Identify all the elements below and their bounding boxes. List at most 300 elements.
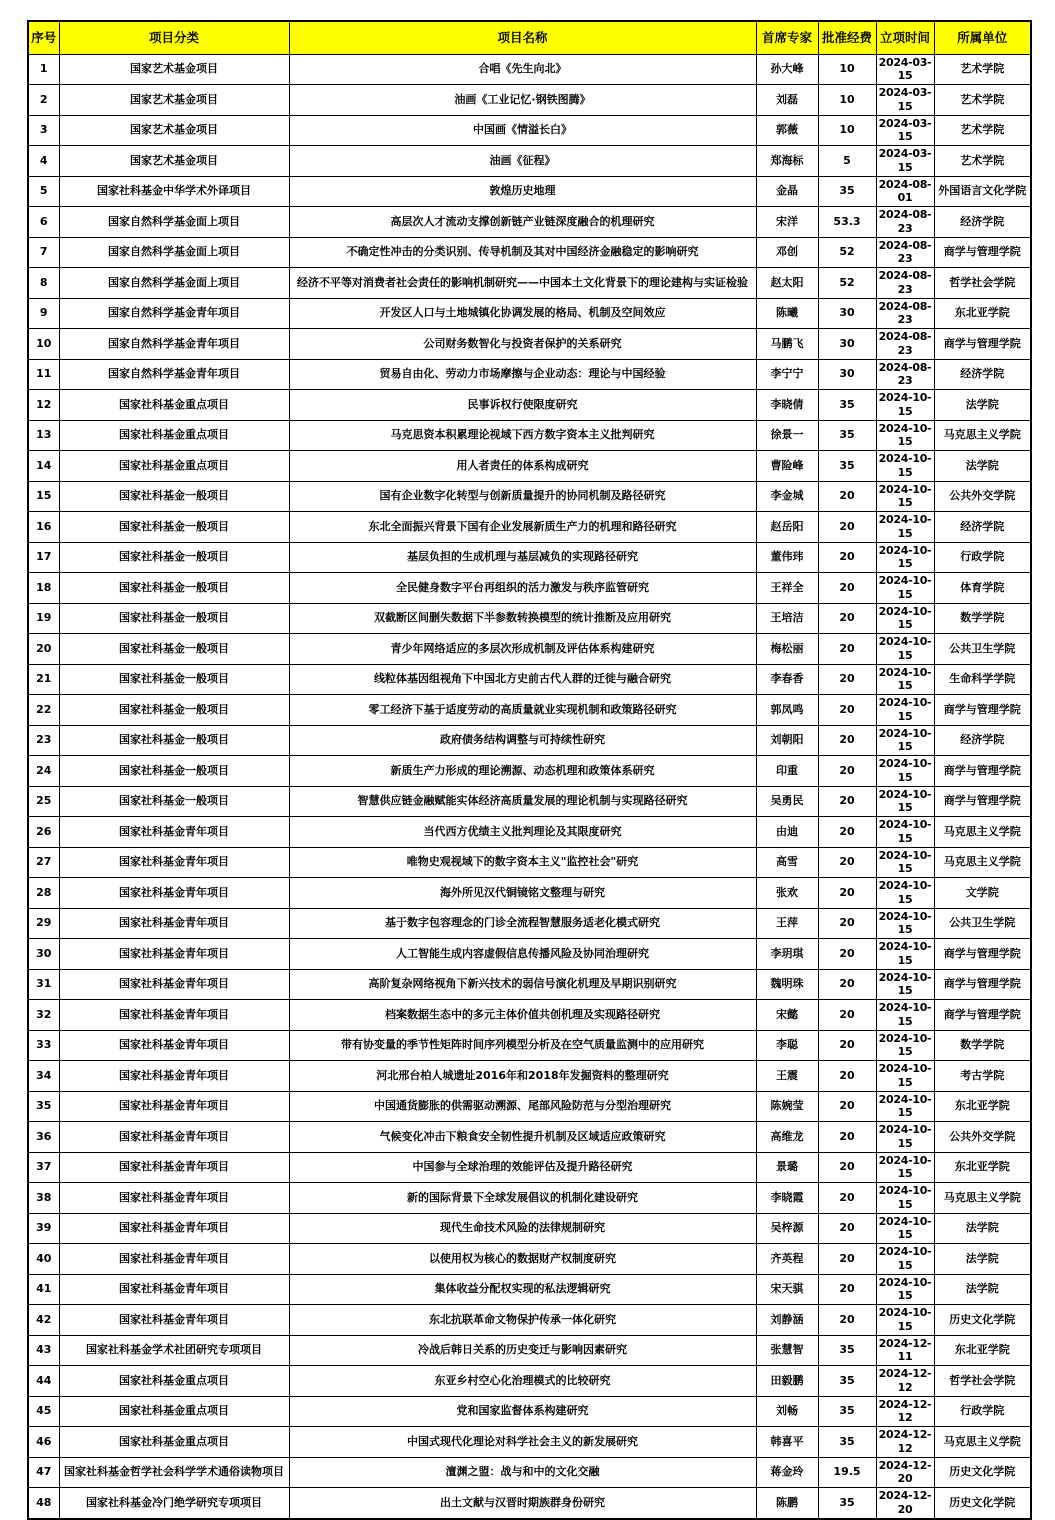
cell-index: 4 (28, 146, 59, 177)
cell-funding: 20 (818, 1000, 876, 1031)
cell-index: 42 (28, 1305, 59, 1336)
cell-category: 国家社科基金一般项目 (59, 542, 289, 573)
table-row (28, 1122, 1031, 1153)
cell-funding: 30 (818, 359, 876, 390)
table-row (28, 695, 1031, 726)
cell-date: 2024-12-12 (876, 1427, 934, 1458)
cell-name: 青少年网络适应的多层次形成机制及评估体系构建研究 (289, 634, 756, 665)
cell-date: 2024-08-23 (876, 298, 934, 329)
cell-expert: 邓创 (756, 237, 818, 268)
cell-unit: 生命科学学院 (934, 664, 1031, 695)
cell-unit: 马克思主义学院 (934, 420, 1031, 451)
table-row (28, 908, 1031, 939)
cell-funding: 20 (818, 786, 876, 817)
cell-unit: 法学院 (934, 451, 1031, 482)
column-header-date: 立项时间 (876, 21, 934, 54)
cell-unit: 法学院 (934, 1274, 1031, 1305)
cell-name: 政府债务结构调整与可持续性研究 (289, 725, 756, 756)
cell-category: 国家社科基金青年项目 (59, 1274, 289, 1305)
cell-expert: 田毅鹏 (756, 1366, 818, 1397)
cell-funding: 20 (818, 817, 876, 848)
cell-index: 13 (28, 420, 59, 451)
table-row (28, 1274, 1031, 1305)
cell-unit: 体育学院 (934, 573, 1031, 604)
cell-date: 2024-10-15 (876, 1122, 934, 1153)
cell-expert: 李玥琪 (756, 939, 818, 970)
cell-index: 28 (28, 878, 59, 909)
cell-index: 46 (28, 1427, 59, 1458)
table-row (28, 847, 1031, 878)
cell-date: 2024-08-01 (876, 176, 934, 207)
cell-index: 11 (28, 359, 59, 390)
cell-funding: 20 (818, 1274, 876, 1305)
cell-date: 2024-10-15 (876, 1244, 934, 1275)
cell-unit: 商学与管理学院 (934, 786, 1031, 817)
cell-funding: 35 (818, 176, 876, 207)
cell-category: 国家社科基金学术社团研究专项项目 (59, 1335, 289, 1366)
cell-funding: 5 (818, 146, 876, 177)
cell-index: 10 (28, 329, 59, 360)
cell-unit: 外国语言文化学院 (934, 176, 1031, 207)
cell-index: 33 (28, 1030, 59, 1061)
cell-date: 2024-10-15 (876, 1061, 934, 1092)
cell-name: 中国式现代化理论对科学社会主义的新发展研究 (289, 1427, 756, 1458)
cell-date: 2024-10-15 (876, 481, 934, 512)
cell-category: 国家社科基金青年项目 (59, 939, 289, 970)
cell-index: 5 (28, 176, 59, 207)
cell-index: 47 (28, 1457, 59, 1488)
cell-date: 2024-10-15 (876, 542, 934, 573)
cell-funding: 53.3 (818, 207, 876, 238)
cell-expert: 李聪 (756, 1030, 818, 1061)
cell-funding: 35 (818, 1427, 876, 1458)
cell-index: 17 (28, 542, 59, 573)
cell-date: 2024-10-15 (876, 664, 934, 695)
table-row (28, 1244, 1031, 1275)
cell-expert: 曹险峰 (756, 451, 818, 482)
table-row (28, 115, 1031, 146)
cell-expert: 王震 (756, 1061, 818, 1092)
cell-expert: 刘朝阳 (756, 725, 818, 756)
cell-funding: 20 (818, 634, 876, 665)
cell-unit: 经济学院 (934, 512, 1031, 543)
cell-expert: 金晶 (756, 176, 818, 207)
column-header-funding: 批准经费 (818, 21, 876, 54)
cell-date: 2024-12-12 (876, 1366, 934, 1397)
table-row (28, 1427, 1031, 1458)
cell-unit: 考古学院 (934, 1061, 1031, 1092)
table-row (28, 176, 1031, 207)
cell-name: 冷战后韩日关系的历史变迁与影响因素研究 (289, 1335, 756, 1366)
cell-expert: 景璐 (756, 1152, 818, 1183)
cell-name: 集体收益分配权实现的私法逻辑研究 (289, 1274, 756, 1305)
cell-expert: 李金城 (756, 481, 818, 512)
table-row (28, 878, 1031, 909)
cell-expert: 张慧智 (756, 1335, 818, 1366)
cell-expert: 魏明珠 (756, 969, 818, 1000)
cell-name: 当代西方优绩主义批判理论及其限度研究 (289, 817, 756, 848)
cell-funding: 20 (818, 847, 876, 878)
column-header-unit: 所属单位 (934, 21, 1031, 54)
cell-index: 26 (28, 817, 59, 848)
cell-unit: 公共卫生学院 (934, 908, 1031, 939)
cell-category: 国家艺术基金项目 (59, 115, 289, 146)
cell-unit: 商学与管理学院 (934, 695, 1031, 726)
cell-funding: 20 (818, 573, 876, 604)
cell-funding: 20 (818, 878, 876, 909)
cell-name: 贸易自由化、劳动力市场摩擦与企业动态：理论与中国经验 (289, 359, 756, 390)
cell-category: 国家社科基金青年项目 (59, 1091, 289, 1122)
cell-category: 国家自然科学基金青年项目 (59, 359, 289, 390)
cell-category: 国家社科基金重点项目 (59, 1427, 289, 1458)
cell-date: 2024-10-15 (876, 1000, 934, 1031)
cell-date: 2024-10-15 (876, 512, 934, 543)
cell-expert: 由迪 (756, 817, 818, 848)
cell-unit: 艺术学院 (934, 115, 1031, 146)
table-row (28, 725, 1031, 756)
table-header (28, 21, 1031, 54)
cell-category: 国家社科基金青年项目 (59, 1000, 289, 1031)
cell-expert: 赵太阳 (756, 268, 818, 299)
column-header-name: 项目名称 (289, 21, 756, 54)
cell-unit: 行政学院 (934, 1396, 1031, 1427)
cell-expert: 李宁宁 (756, 359, 818, 390)
cell-unit: 哲学社会学院 (934, 1366, 1031, 1397)
cell-date: 2024-10-15 (876, 695, 934, 726)
cell-category: 国家社科基金重点项目 (59, 1396, 289, 1427)
cell-expert: 李春香 (756, 664, 818, 695)
cell-funding: 19.5 (818, 1457, 876, 1488)
cell-funding: 20 (818, 725, 876, 756)
table-row (28, 481, 1031, 512)
cell-index: 8 (28, 268, 59, 299)
cell-index: 15 (28, 481, 59, 512)
cell-funding: 20 (818, 969, 876, 1000)
cell-index: 48 (28, 1488, 59, 1519)
cell-name: 带有协变量的季节性矩阵时间序列模型分析及在空气质量监测中的应用研究 (289, 1030, 756, 1061)
cell-date: 2024-08-23 (876, 268, 934, 299)
cell-category: 国家社科基金青年项目 (59, 878, 289, 909)
cell-category: 国家社科基金青年项目 (59, 1152, 289, 1183)
cell-index: 23 (28, 725, 59, 756)
cell-funding: 20 (818, 664, 876, 695)
table-row (28, 756, 1031, 787)
table-row (28, 1183, 1031, 1214)
cell-unit: 法学院 (934, 390, 1031, 421)
cell-expert: 陈婉莹 (756, 1091, 818, 1122)
cell-category: 国家社科基金青年项目 (59, 847, 289, 878)
cell-index: 32 (28, 1000, 59, 1031)
cell-unit: 艺术学院 (934, 54, 1031, 85)
cell-date: 2024-10-15 (876, 1091, 934, 1122)
table-row (28, 969, 1031, 1000)
cell-expert: 孙大峰 (756, 54, 818, 85)
cell-category: 国家社科基金一般项目 (59, 512, 289, 543)
cell-name: 气候变化冲击下粮食安全韧性提升机制及区域适应政策研究 (289, 1122, 756, 1153)
table-row (28, 1091, 1031, 1122)
header-row (28, 21, 1031, 54)
cell-date: 2024-08-23 (876, 237, 934, 268)
cell-funding: 20 (818, 1091, 876, 1122)
cell-index: 19 (28, 603, 59, 634)
cell-index: 6 (28, 207, 59, 238)
cell-name: 澶渊之盟：战与和中的文化交融 (289, 1457, 756, 1488)
cell-expert: 刘磊 (756, 85, 818, 116)
cell-name: 新的国际背景下全球发展倡议的机制化建设研究 (289, 1183, 756, 1214)
cell-category: 国家自然科学基金青年项目 (59, 298, 289, 329)
cell-date: 2024-10-15 (876, 817, 934, 848)
cell-index: 20 (28, 634, 59, 665)
table-row (28, 1366, 1031, 1397)
table-row (28, 420, 1031, 451)
cell-funding: 20 (818, 1122, 876, 1153)
cell-category: 国家社科基金一般项目 (59, 786, 289, 817)
cell-index: 37 (28, 1152, 59, 1183)
cell-name: 东北抗联革命文物保护传承一体化研究 (289, 1305, 756, 1336)
cell-unit: 艺术学院 (934, 85, 1031, 116)
cell-name: 马克思资本积累理论视域下西方数字资本主义批判研究 (289, 420, 756, 451)
table-row (28, 1305, 1031, 1336)
cell-expert: 刘静涵 (756, 1305, 818, 1336)
cell-index: 12 (28, 390, 59, 421)
column-header-index: 序号 (28, 21, 59, 54)
cell-date: 2024-03-15 (876, 146, 934, 177)
cell-date: 2024-10-15 (876, 786, 934, 817)
cell-unit: 商学与管理学院 (934, 1000, 1031, 1031)
cell-funding: 10 (818, 115, 876, 146)
cell-index: 27 (28, 847, 59, 878)
cell-funding: 20 (818, 1152, 876, 1183)
cell-expert: 高维龙 (756, 1122, 818, 1153)
cell-index: 21 (28, 664, 59, 695)
cell-funding: 30 (818, 298, 876, 329)
cell-index: 14 (28, 451, 59, 482)
cell-category: 国家社科基金一般项目 (59, 603, 289, 634)
cell-unit: 文学院 (934, 878, 1031, 909)
cell-date: 2024-10-15 (876, 573, 934, 604)
cell-index: 9 (28, 298, 59, 329)
cell-date: 2024-08-23 (876, 359, 934, 390)
cell-date: 2024-10-15 (876, 1183, 934, 1214)
cell-date: 2024-10-15 (876, 969, 934, 1000)
cell-category: 国家社科基金青年项目 (59, 1122, 289, 1153)
cell-date: 2024-08-23 (876, 207, 934, 238)
cell-category: 国家自然科学基金面上项目 (59, 237, 289, 268)
table-row (28, 1061, 1031, 1092)
cell-funding: 20 (818, 1213, 876, 1244)
cell-expert: 印重 (756, 756, 818, 787)
table-row (28, 1457, 1031, 1488)
table-body (28, 54, 1031, 1519)
cell-expert: 齐英程 (756, 1244, 818, 1275)
cell-date: 2024-10-15 (876, 1274, 934, 1305)
cell-category: 国家社科基金一般项目 (59, 573, 289, 604)
cell-expert: 宋天骐 (756, 1274, 818, 1305)
cell-expert: 王祥全 (756, 573, 818, 604)
cell-unit: 数学学院 (934, 1030, 1031, 1061)
cell-index: 16 (28, 512, 59, 543)
cell-funding: 52 (818, 237, 876, 268)
cell-funding: 20 (818, 756, 876, 787)
cell-funding: 20 (818, 695, 876, 726)
table-row (28, 1152, 1031, 1183)
cell-category: 国家社科基金青年项目 (59, 969, 289, 1000)
cell-name: 民事诉权行使限度研究 (289, 390, 756, 421)
cell-index: 45 (28, 1396, 59, 1427)
table-row (28, 939, 1031, 970)
cell-category: 国家社科基金青年项目 (59, 817, 289, 848)
cell-name: 中国通货膨胀的供需驱动溯源、尾部风险防范与分型治理研究 (289, 1091, 756, 1122)
cell-unit: 马克思主义学院 (934, 1183, 1031, 1214)
cell-index: 29 (28, 908, 59, 939)
cell-unit: 商学与管理学院 (934, 756, 1031, 787)
cell-name: 油画《征程》 (289, 146, 756, 177)
cell-funding: 35 (818, 390, 876, 421)
cell-name: 海外所见汉代铜镜铭文整理与研究 (289, 878, 756, 909)
cell-expert: 宋洋 (756, 207, 818, 238)
cell-index: 31 (28, 969, 59, 1000)
cell-name: 敦煌历史地理 (289, 176, 756, 207)
cell-date: 2024-03-15 (876, 85, 934, 116)
cell-date: 2024-10-15 (876, 451, 934, 482)
cell-index: 18 (28, 573, 59, 604)
cell-category: 国家自然科学基金面上项目 (59, 268, 289, 299)
cell-expert: 赵岳阳 (756, 512, 818, 543)
cell-index: 41 (28, 1274, 59, 1305)
cell-category: 国家社科基金青年项目 (59, 1061, 289, 1092)
cell-unit: 马克思主义学院 (934, 847, 1031, 878)
cell-unit: 东北亚学院 (934, 1091, 1031, 1122)
table-row (28, 298, 1031, 329)
column-header-category: 项目分类 (59, 21, 289, 54)
cell-date: 2024-03-15 (876, 54, 934, 85)
cell-name: 油画《工业记忆·钢铁图腾》 (289, 85, 756, 116)
cell-expert: 董伟玮 (756, 542, 818, 573)
cell-unit: 马克思主义学院 (934, 817, 1031, 848)
cell-date: 2024-12-11 (876, 1335, 934, 1366)
cell-expert: 郭薇 (756, 115, 818, 146)
cell-date: 2024-08-23 (876, 329, 934, 360)
cell-category: 国家艺术基金项目 (59, 146, 289, 177)
cell-name: 双截断区间删失数据下半参数转换模型的统计推断及应用研究 (289, 603, 756, 634)
cell-unit: 商学与管理学院 (934, 939, 1031, 970)
cell-name: 人工智能生成内容虚假信息传播风险及协同治理研究 (289, 939, 756, 970)
cell-name: 公司财务数智化与投资者保护的关系研究 (289, 329, 756, 360)
column-header-expert: 首席专家 (756, 21, 818, 54)
cell-index: 22 (28, 695, 59, 726)
cell-index: 24 (28, 756, 59, 787)
cell-name: 唯物史观视域下的数字资本主义"监控社会"研究 (289, 847, 756, 878)
cell-date: 2024-03-15 (876, 115, 934, 146)
cell-unit: 公共外交学院 (934, 1122, 1031, 1153)
cell-date: 2024-12-20 (876, 1457, 934, 1488)
cell-funding: 20 (818, 1061, 876, 1092)
table-row (28, 1213, 1031, 1244)
cell-expert: 韩喜平 (756, 1427, 818, 1458)
cell-index: 43 (28, 1335, 59, 1366)
cell-funding: 35 (818, 1335, 876, 1366)
projects-table (27, 20, 1032, 1520)
cell-name: 全民健身数字平台再组织的活力激发与秩序监管研究 (289, 573, 756, 604)
cell-unit: 东北亚学院 (934, 298, 1031, 329)
cell-funding: 20 (818, 908, 876, 939)
cell-expert: 郑海标 (756, 146, 818, 177)
table-row (28, 1488, 1031, 1519)
cell-name: 现代生命技术风险的法律规制研究 (289, 1213, 756, 1244)
cell-name: 出土文献与汉晋时期族群身份研究 (289, 1488, 756, 1519)
table-row (28, 85, 1031, 116)
cell-funding: 10 (818, 54, 876, 85)
cell-unit: 公共外交学院 (934, 481, 1031, 512)
cell-expert: 李晓倩 (756, 390, 818, 421)
cell-unit: 马克思主义学院 (934, 1427, 1031, 1458)
cell-expert: 吴勇民 (756, 786, 818, 817)
table-row (28, 1000, 1031, 1031)
cell-name: 高阶复杂网络视角下新兴技术的弱信号演化机理及早期识别研究 (289, 969, 756, 1000)
table-row (28, 207, 1031, 238)
cell-name: 用人者责任的体系构成研究 (289, 451, 756, 482)
cell-expert: 郭凤鸣 (756, 695, 818, 726)
cell-category: 国家社科基金青年项目 (59, 1183, 289, 1214)
cell-expert: 高雪 (756, 847, 818, 878)
cell-name: 合唱《先生向北》 (289, 54, 756, 85)
table-row (28, 664, 1031, 695)
cell-funding: 35 (818, 1488, 876, 1519)
cell-category: 国家社科基金中华学术外译项目 (59, 176, 289, 207)
table-row (28, 603, 1031, 634)
cell-name: 以使用权为核心的数据财产权制度研究 (289, 1244, 756, 1275)
cell-name: 零工经济下基于适度劳动的高质量就业实现机制和政策路径研究 (289, 695, 756, 726)
table-row (28, 634, 1031, 665)
cell-category: 国家社科基金青年项目 (59, 908, 289, 939)
cell-funding: 20 (818, 1183, 876, 1214)
cell-funding: 20 (818, 939, 876, 970)
cell-expert: 张欢 (756, 878, 818, 909)
cell-date: 2024-10-15 (876, 847, 934, 878)
cell-index: 44 (28, 1366, 59, 1397)
cell-category: 国家社科基金重点项目 (59, 1366, 289, 1397)
cell-index: 1 (28, 54, 59, 85)
cell-date: 2024-10-15 (876, 908, 934, 939)
cell-expert: 梅松丽 (756, 634, 818, 665)
cell-funding: 35 (818, 1396, 876, 1427)
cell-expert: 徐景一 (756, 420, 818, 451)
cell-date: 2024-10-15 (876, 420, 934, 451)
cell-index: 25 (28, 786, 59, 817)
cell-category: 国家社科基金青年项目 (59, 1305, 289, 1336)
cell-category: 国家社科基金一般项目 (59, 634, 289, 665)
table-row (28, 1396, 1031, 1427)
cell-date: 2024-10-15 (876, 1152, 934, 1183)
cell-funding: 20 (818, 481, 876, 512)
cell-date: 2024-10-15 (876, 390, 934, 421)
cell-expert: 吴梓源 (756, 1213, 818, 1244)
table-row (28, 512, 1031, 543)
cell-date: 2024-10-15 (876, 756, 934, 787)
cell-index: 38 (28, 1183, 59, 1214)
cell-category: 国家社科基金青年项目 (59, 1244, 289, 1275)
cell-expert: 马鹏飞 (756, 329, 818, 360)
cell-index: 30 (28, 939, 59, 970)
cell-name: 国有企业数字化转型与创新质量提升的协同机制及路径研究 (289, 481, 756, 512)
cell-category: 国家社科基金青年项目 (59, 1030, 289, 1061)
cell-name: 新质生产力形成的理论溯源、动态机理和政策体系研究 (289, 756, 756, 787)
cell-unit: 历史文化学院 (934, 1488, 1031, 1519)
cell-name: 智慧供应链金融赋能实体经济高质量发展的理论机制与实现路径研究 (289, 786, 756, 817)
cell-unit: 法学院 (934, 1244, 1031, 1275)
cell-index: 7 (28, 237, 59, 268)
cell-funding: 20 (818, 542, 876, 573)
